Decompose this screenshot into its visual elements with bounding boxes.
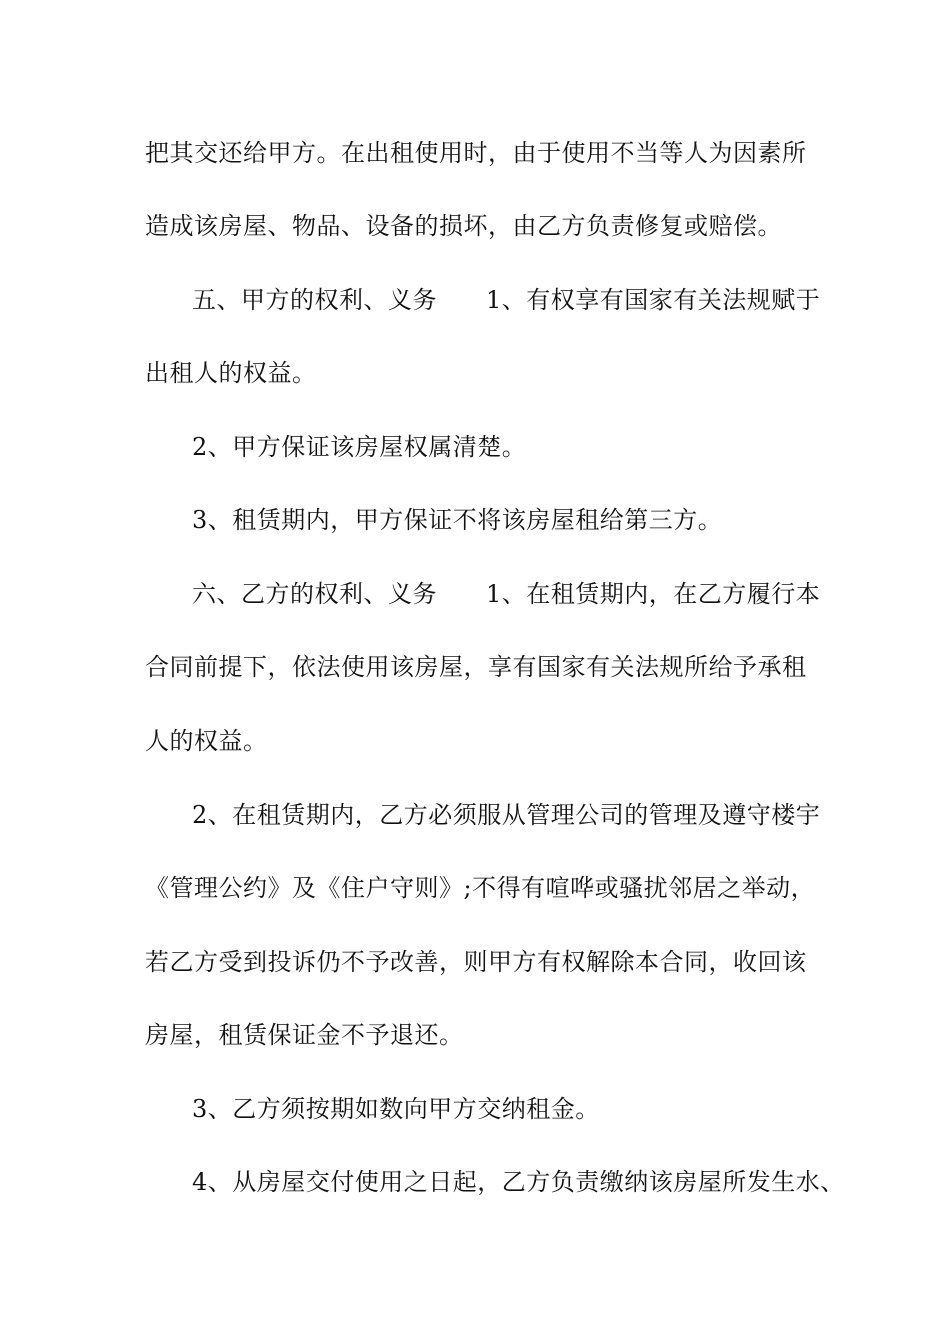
paragraph-line: 把其交还给甲方。在出租使用时，由于使用不当等人为因素所 <box>145 139 807 167</box>
paragraph-line: 出租人的权益。 <box>145 359 317 387</box>
paragraph-line: 人的权益。 <box>145 727 268 755</box>
paragraph-line: 房屋，租赁保证金不予退还。 <box>145 1021 464 1049</box>
clause-line: 2、在租赁期内，乙方必须服从管理公司的管理及遵守楼宇 <box>192 801 821 829</box>
paragraph-line: 《管理公约》及《住户守则》;不得有喧哗或骚扰邻居之举动， <box>145 874 816 902</box>
section-heading-line: 六、乙方的权利、义务 1、在租赁期内，在乙方履行本 <box>192 580 821 608</box>
paragraph-line: 若乙方受到投诉仍不予改善，则甲方有权解除本合同，收回该 <box>145 948 807 976</box>
clause-line: 3、乙方须按期如数向甲方交纳租金。 <box>192 1095 600 1123</box>
paragraph-line: 造成该房屋、物品、设备的损坏，由乙方负责修复或赔偿。 <box>145 212 782 240</box>
clause-line: 3、租赁期内，甲方保证不将该房屋租给第三方。 <box>192 506 723 534</box>
clause-line: 4、从房屋交付使用之日起，乙方负责缴纳该房屋所发生水、 <box>192 1168 845 1196</box>
clause-line: 2、甲方保证该房屋权属清楚。 <box>192 433 527 461</box>
paragraph-line: 合同前提下，依法使用该房屋，享有国家有关法规所给予承租 <box>145 653 807 681</box>
section-heading-line: 五、甲方的权利、义务 1、有权享有国家有关法规赋于 <box>192 286 821 314</box>
